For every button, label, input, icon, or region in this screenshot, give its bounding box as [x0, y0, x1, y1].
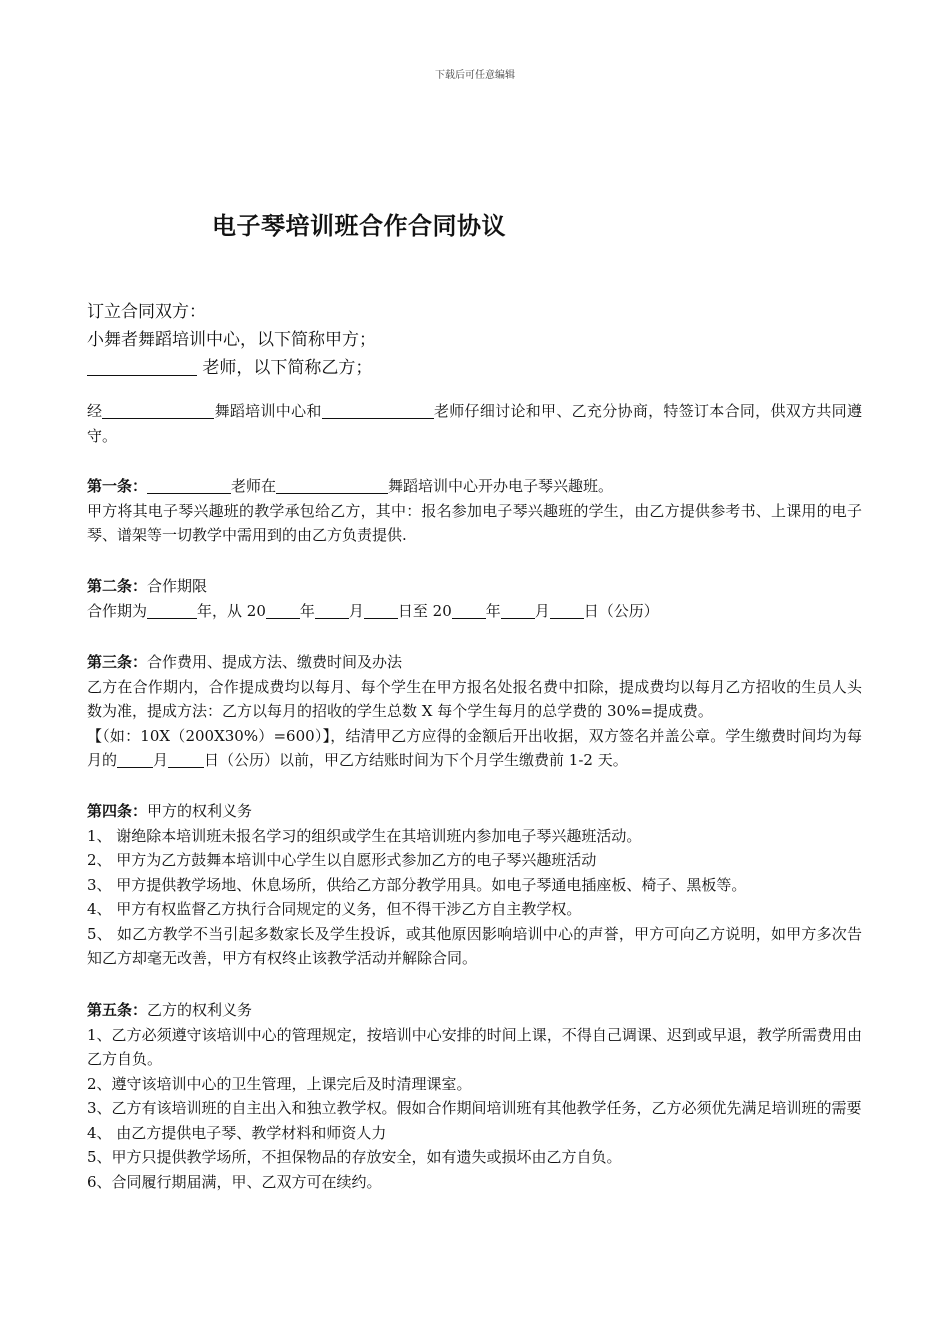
list-item: 5、 如乙方教学不当引起多数家长及学生投诉，或其他原因影响培训中心的声誉，甲方可向乙方说明，如甲方多次告知乙方却毫无改善，甲方有权终止该教学活动并解除合同。: [87, 924, 862, 967]
party-b-line: 老师，以下简称乙方；: [87, 354, 862, 382]
article-2-term-line: 合作期为 年，从 20 年 月 日至 20 年 月 日（公历）: [87, 601, 659, 620]
preamble-blank-teacher[interactable]: [322, 402, 434, 419]
article-2-heading: 第二条：合作期限: [87, 577, 208, 595]
list-item: 1、乙方必须遵守该培训中心的管理规定，按培训中心安排的时间上课，不得自己调课、迟到或早退，教学所需费用由乙方自负。: [87, 1025, 862, 1068]
end-day-blank[interactable]: [550, 602, 584, 619]
article-1-heading: 第一条： 老师在 舞蹈培训中心开办电子琴兴趣班。: [87, 477, 614, 495]
article-4-heading: 第四条：甲方的权利义务: [87, 802, 253, 820]
article-1-blank-center[interactable]: [276, 477, 388, 494]
end-year-blank[interactable]: [452, 602, 486, 619]
list-item: 2、 甲方为乙方鼓舞本培训中心学生以自愿形式参加乙方的电子琴兴趣班活动: [87, 851, 597, 869]
article-2: [87, 574, 862, 623]
list-item: 1、 谢绝除本培训班未报名学习的组织或学生在其培训班内参加电子琴兴趣班活动。: [87, 826, 642, 845]
term-years-blank[interactable]: [147, 602, 197, 619]
party-a-line: 小舞者舞蹈培训中心，以下简称甲方；: [87, 330, 376, 350]
document-title: 电子琴培训班合作合同协议: [212, 211, 506, 240]
article-1-blank-teacher[interactable]: [147, 477, 231, 494]
list-item: 3、乙方有该培训班的自主出入和独立教学权。假如合作期间培训班有其他教学任务，乙方必须优先满足培训班的需要: [87, 1099, 862, 1117]
list-item: 3、 甲方提供教学场地、休息场所，供给乙方部分教学用具。如电子琴通电插座板、椅子、黑板等。: [87, 875, 747, 894]
article-5: [87, 998, 862, 1194]
article-1: [87, 474, 862, 548]
article-1-text: 甲方将其电子琴兴趣班的教学承包给乙方，其中：报名参加电子琴兴趣班的学生，由乙方提供参考书、上课用的电子琴、谱架等一切教学中需用到的由乙方负责提供.: [87, 501, 862, 544]
parties-section: [87, 298, 862, 382]
article-3-text-1: 乙方在合作期内，合作提成费均以每月、每个学生在甲方报名处报名费中扣除，提成费均以每月乙方招收的生员人头数为准，提成方法：乙方以每月的招收的学生总数 X 每个学生每月的总学费的 30%=提成费。: [87, 677, 862, 720]
list-item: 6、合同履行期届满，甲、乙双方可在续约。: [87, 1172, 382, 1191]
party-b-blank[interactable]: [87, 357, 197, 376]
parties-label: 订立合同双方：: [87, 302, 206, 322]
start-month-blank[interactable]: [315, 602, 349, 619]
article-4: [87, 799, 862, 971]
list-item: 2、遵守该培训中心的卫生管理，上课完后及时清理课室。: [87, 1074, 472, 1093]
article-3-heading: 第三条：合作费用、提成方法、缴费时间及办法: [87, 653, 403, 671]
start-year-blank[interactable]: [266, 602, 300, 619]
payment-day-blank[interactable]: [168, 751, 204, 768]
article-3-text-2: 【（如：10X（200X30%）=600）】，结清甲乙方应得的金额后开出收据，双方签名并盖公章。学生缴费时间均为每月的 月 日（公历）以前，甲乙方结账时间为下个月学生缴费前 1-2 天。: [87, 726, 862, 769]
page-header-note: 下载后可任意编辑: [435, 70, 515, 81]
start-day-blank[interactable]: [364, 602, 398, 619]
payment-month-blank[interactable]: [117, 751, 153, 768]
list-item: 4、 由乙方提供电子琴、教学材料和师资人力: [87, 1123, 387, 1142]
article-5-heading: 第五条：乙方的权利义务: [87, 1001, 253, 1019]
preamble-paragraph: 经 舞蹈培训中心和 老师仔细讨论和甲、乙充分协商，特签订本合同，供双方共同遵守。: [87, 402, 862, 445]
end-month-blank[interactable]: [501, 602, 535, 619]
list-item: 4、 甲方有权监督乙方执行合同规定的义务，但不得干涉乙方自主教学权。: [87, 900, 582, 918]
article-3: [87, 650, 862, 773]
preamble-blank-center[interactable]: [102, 402, 214, 419]
list-item: 5、甲方只提供教学场所，不担保物品的存放安全，如有遗失或损坏由乙方自负。: [87, 1148, 622, 1166]
